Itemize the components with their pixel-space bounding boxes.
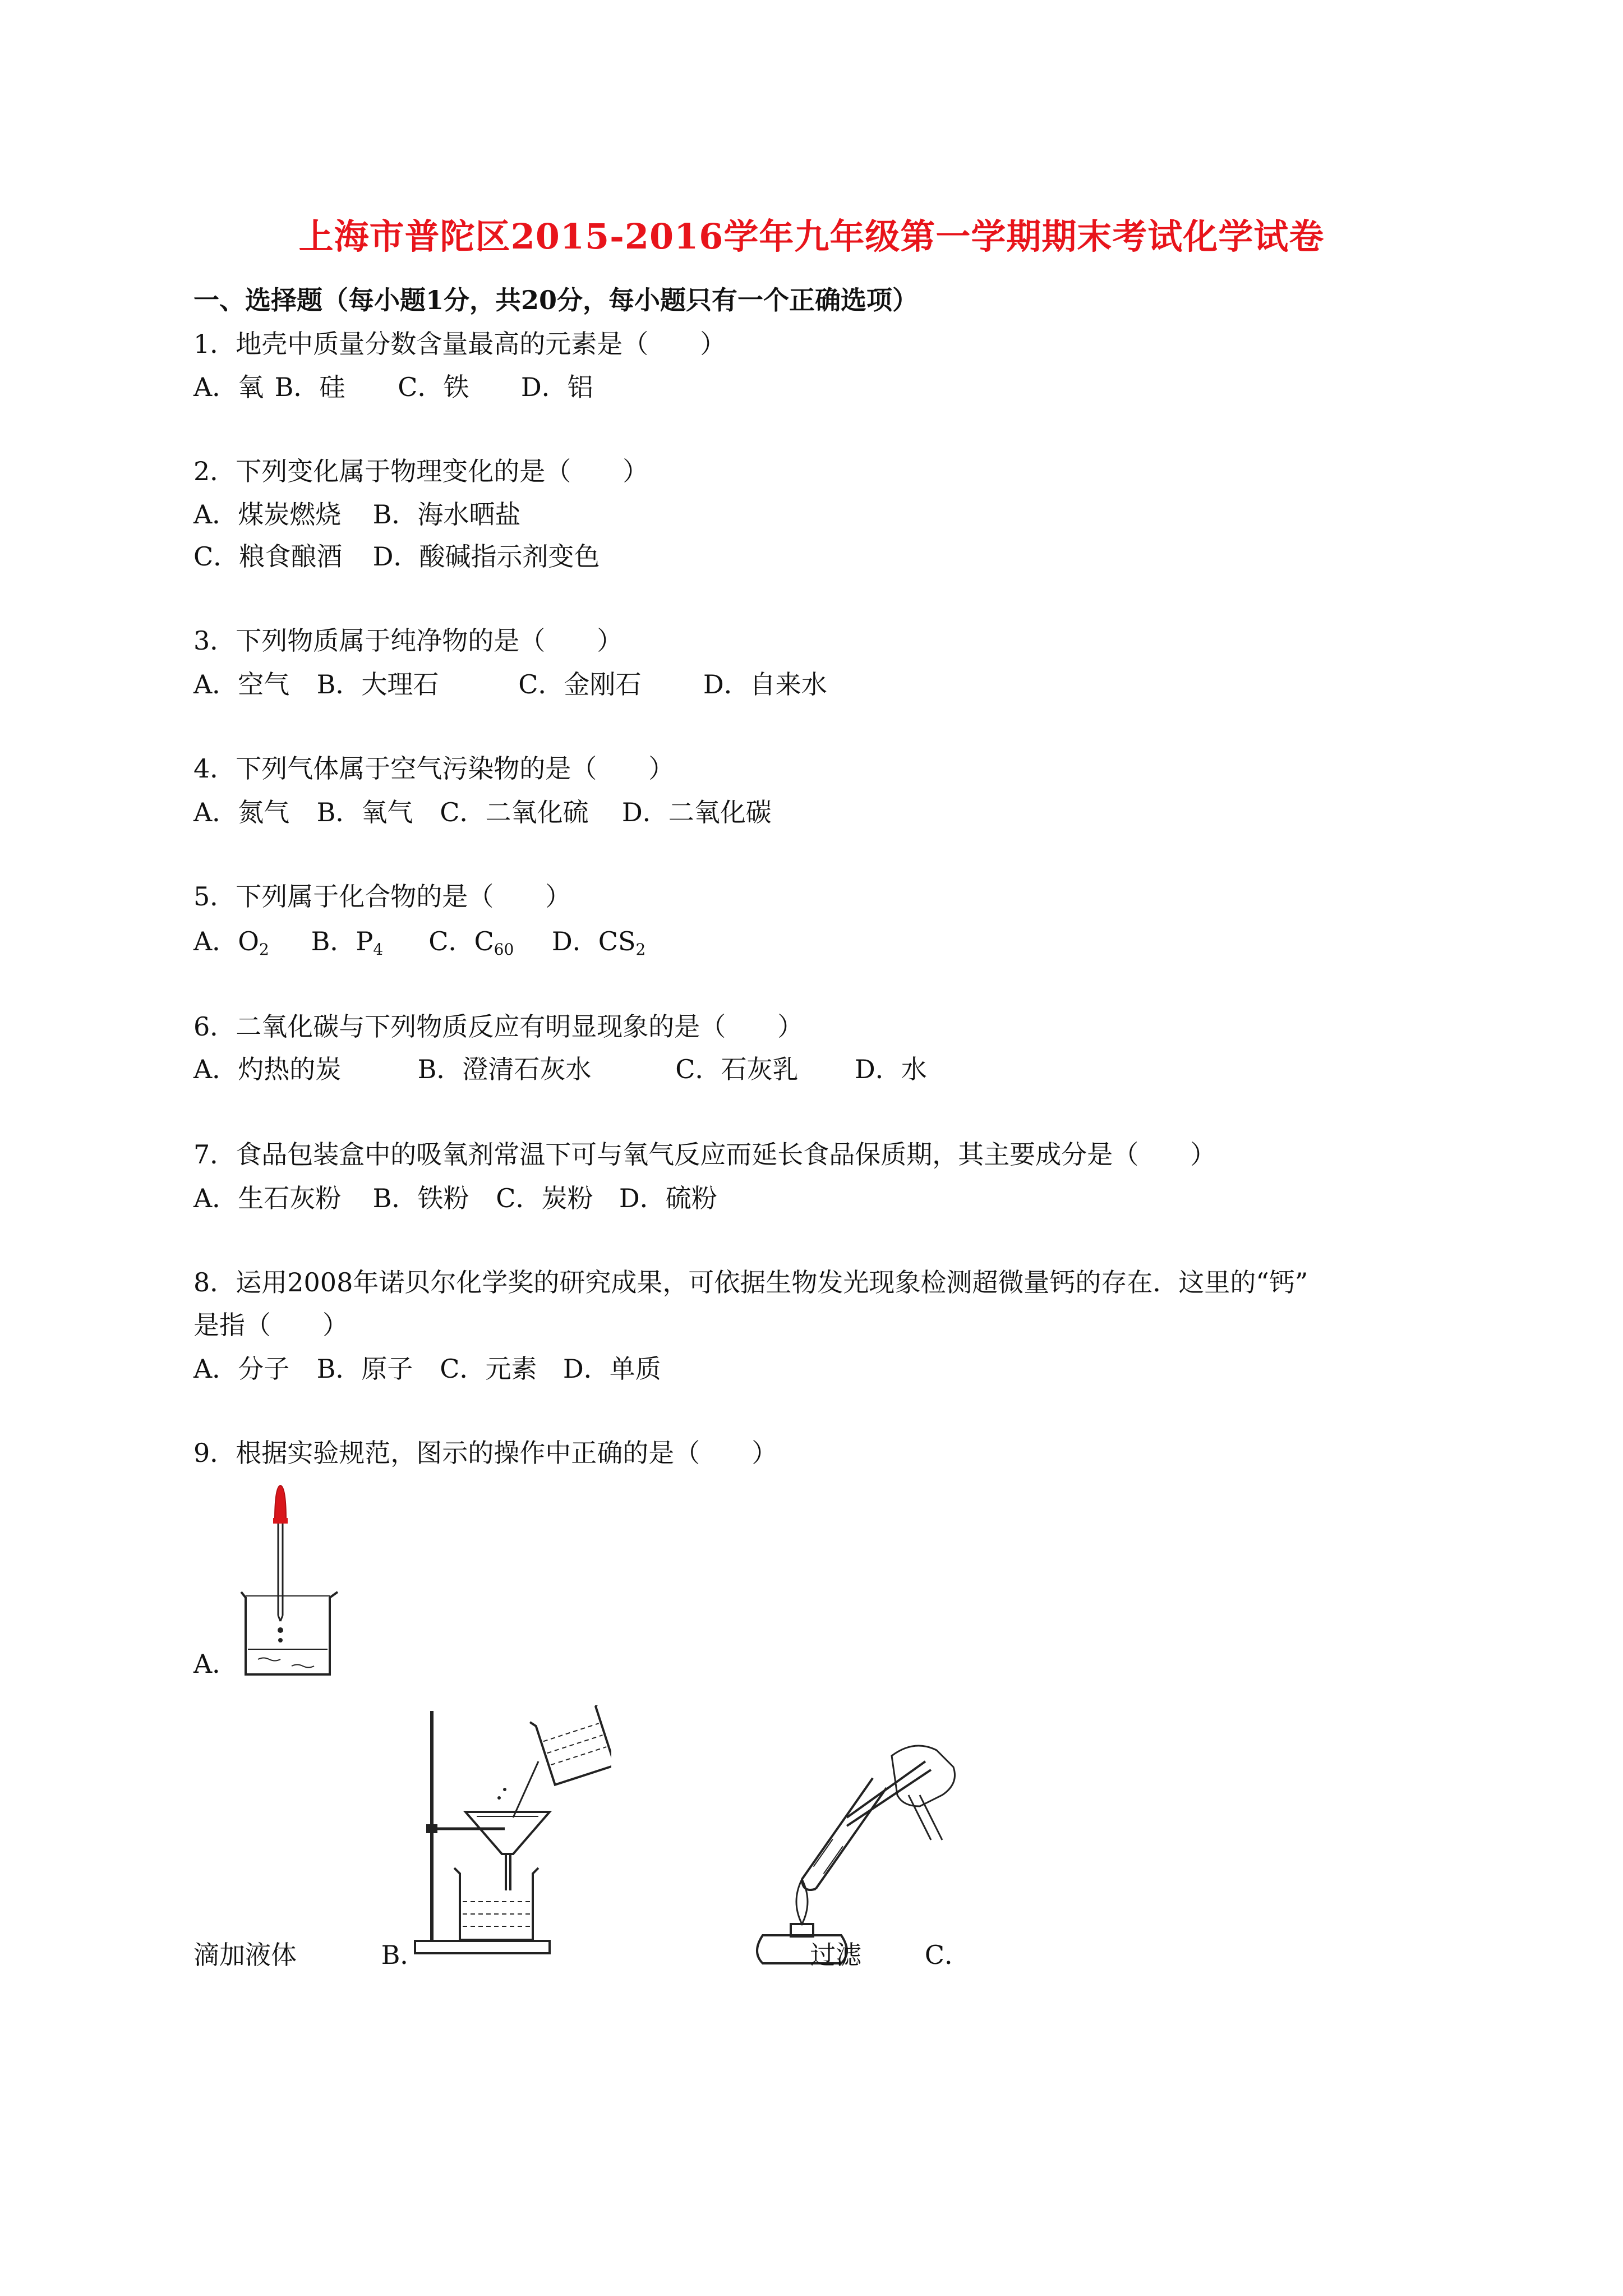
question-8-stem-line1: 8．运用2008年诺贝尔化学奖的研究成果，可依据生物发光现象检测超微量钙的存在．这里的“钙”: [193, 1267, 1308, 1297]
section-heading: 一、选择题（每小题1分，共20分，每小题只有一个正确选项）: [193, 285, 919, 315]
question-7-options: [193, 1181, 717, 1215]
caption-b: 过滤: [810, 1940, 862, 1970]
option-d: D．酸碱指示剂变色: [372, 541, 600, 572]
option-b: B．硅: [274, 372, 345, 402]
option-c: C．炭粉: [496, 1183, 593, 1213]
option-c: C．$C_{60}$: [428, 926, 514, 959]
option-d: D．$CS_2$: [551, 926, 646, 959]
heating-test-tube-figure: [729, 1717, 965, 1975]
option-b: B．海水晒盐: [372, 499, 521, 530]
option-b: B．原子: [316, 1354, 413, 1384]
option-c: C．元素: [440, 1354, 537, 1384]
question-2-options-row1: [193, 498, 520, 531]
option-b: B．铁粉: [372, 1183, 469, 1213]
option-d: D．硫粉: [619, 1183, 717, 1213]
question-5-stem: 5．下列属于化合物的是（ ）: [193, 881, 571, 912]
option-c: C．金刚石: [518, 669, 642, 700]
option-b: B．澄清石灰水: [417, 1054, 592, 1084]
question-8-options: [193, 1352, 661, 1386]
question-1-stem: 1．地壳中质量分数含量最高的元素是（ ）: [193, 329, 726, 359]
option-a: A．分子: [193, 1354, 290, 1384]
option-d: D．二氧化碳: [621, 797, 772, 827]
option-c: C．二氧化硫: [440, 797, 589, 827]
dropper-beaker-figure: [236, 1481, 348, 1683]
question-8-stem-line2: 是指（ ）: [193, 1310, 348, 1340]
question-4-stem: 4．下列气体属于空气污染物的是（ ）: [193, 753, 675, 784]
option-d: D．水: [854, 1054, 927, 1084]
option-a: A．氮气: [193, 797, 290, 827]
option-b: B．$P_4$: [311, 926, 384, 959]
page-title: 上海市普陀区2015-2016学年九年级第一学期期末考试化学试卷: [298, 216, 1325, 257]
figure-a-label: A．: [193, 1649, 238, 1679]
question-4-options: [193, 795, 772, 829]
question-7-stem: 7．食品包装盒中的吸氧剂常温下可与氧气反应而延长食品保质期，其主要成分是（ ）: [193, 1139, 1216, 1170]
question-3-options: [193, 668, 827, 701]
figure-c-label: C．: [924, 1940, 971, 1970]
option-c: C．铁: [398, 372, 469, 402]
question-2-stem: 2．下列变化属于物理变化的是（ ）: [193, 456, 649, 486]
filtration-figure: [409, 1705, 611, 1963]
option-c: C．石灰乳: [675, 1054, 799, 1084]
option-a: A．灼热的炭: [193, 1054, 342, 1084]
option-a: A．煤炭燃烧: [193, 499, 342, 530]
option-d: D．铝: [520, 372, 593, 402]
question-2-options-row2: [193, 540, 600, 573]
figure-captions-row: [193, 1938, 970, 1972]
question-5-options: [193, 924, 645, 967]
question-6-stem: 6．二氧化碳与下列物质反应有明显现象的是（ ）: [193, 1011, 804, 1042]
question-6-options: [193, 1052, 927, 1086]
question-3-stem: 3．下列物质属于纯净物的是（ ）: [193, 625, 623, 656]
option-a: A．氧: [193, 372, 264, 402]
option-d: D．单质: [562, 1354, 661, 1384]
option-a: A．$O_2$: [193, 926, 269, 959]
option-d: D．自来水: [703, 669, 827, 700]
caption-a: 滴加液体: [193, 1940, 297, 1970]
question-9-stem: 9．根据实验规范，图示的操作中正确的是（ ）: [193, 1438, 778, 1468]
figure-b-label: B．: [381, 1940, 426, 1970]
option-b: B．大理石: [316, 669, 439, 700]
option-b: B．氧气: [316, 797, 413, 827]
option-c: C．粮食酿酒: [193, 541, 343, 572]
option-a: A．空气: [193, 669, 290, 700]
question-1-options: [193, 370, 593, 404]
option-a: A．生石灰粉: [193, 1183, 342, 1213]
